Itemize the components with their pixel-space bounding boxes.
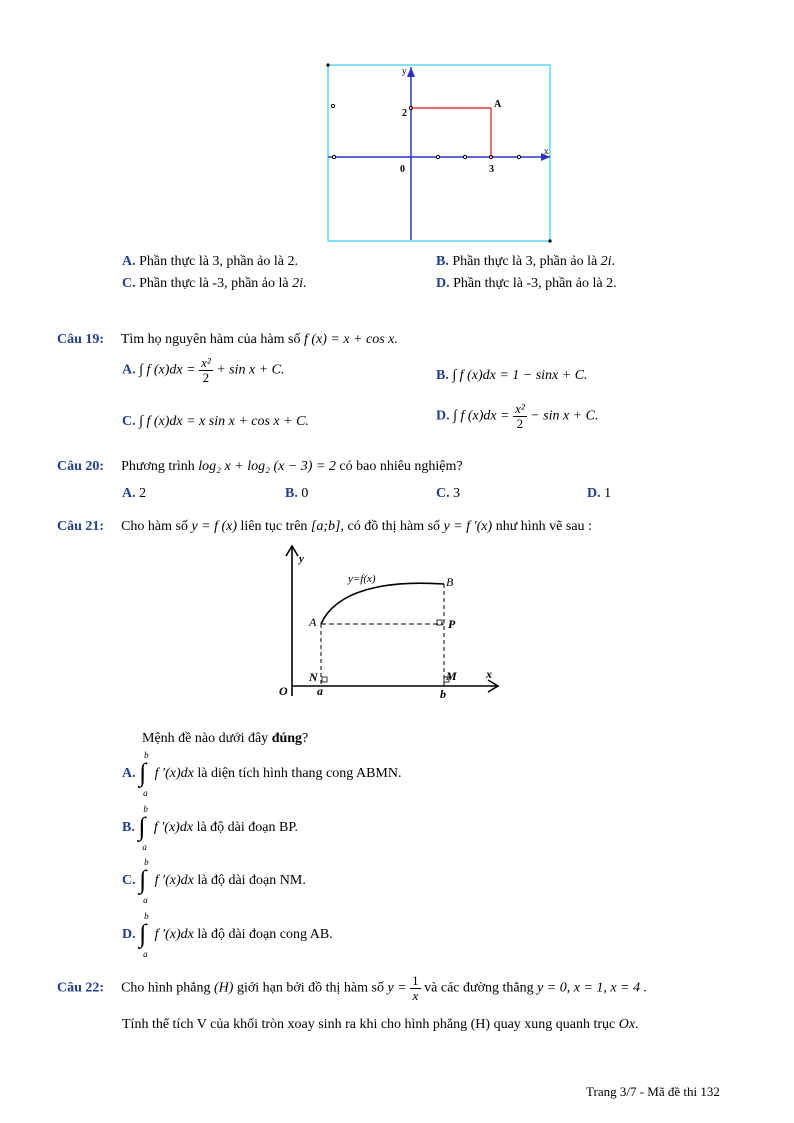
prompt-text: Mệnh đề nào dưới đây (142, 731, 269, 746)
option-rhs: + sin x + C. (216, 362, 285, 378)
q19-option-b[interactable] (436, 368, 588, 384)
q18-option-c[interactable] (122, 276, 307, 292)
graph2-point-b: B (446, 575, 454, 589)
question-region: (H) (214, 980, 234, 996)
question-text: , có đồ thị hàm số (340, 519, 441, 534)
option-punct: . (303, 276, 307, 291)
page-footer: Trang 3/7 - Mã đề thi 132 (586, 1084, 720, 1099)
question-equation: log₂ x + log₂ (x − 3) = 2 (198, 459, 336, 474)
q21-stem (57, 519, 592, 535)
question-text: Cho hình phẳng (121, 980, 211, 996)
q20-option-a[interactable] (122, 486, 146, 502)
option-punct: . (611, 254, 616, 269)
option-label: D. (436, 408, 450, 424)
graph2-point-a: A (309, 615, 317, 629)
graph1-origin: 0 (400, 164, 405, 175)
option-label: A. (122, 486, 136, 501)
frac-numerator: x² (201, 355, 211, 370)
prompt-bold: đúng (271, 731, 303, 746)
q21-prompt (142, 731, 308, 747)
graph2-point-n: N (309, 670, 318, 684)
question-func: y = f (x) (191, 519, 238, 534)
q19-option-d[interactable] (436, 402, 599, 431)
integrand: f ′(x)dx (153, 820, 194, 836)
q21-option-c[interactable] (122, 857, 306, 905)
graph1-x-label: x (544, 146, 549, 156)
frac-numerator: x² (515, 401, 525, 416)
option-label: A. (122, 766, 136, 782)
integrand: f ′(x)dx (154, 927, 194, 943)
q18-option-b[interactable] (436, 254, 615, 270)
integral-sign: b ∫ a (139, 911, 149, 959)
q22-stem (57, 974, 647, 1003)
question-punct: . (635, 1017, 639, 1032)
graph2-point-m: M (446, 669, 457, 683)
option-lhs: ∫ f (x)dx = (139, 362, 196, 378)
option-text: 2 (139, 486, 147, 501)
graph2-y-label: y (299, 553, 304, 565)
q21-option-d[interactable] (122, 911, 333, 959)
question-lines: y = 0, x = 1, x = 4 . (537, 980, 648, 996)
option-label: D. (436, 276, 450, 291)
option-label: C. (436, 486, 450, 501)
graph2-a-label: a (317, 684, 323, 698)
q20-option-d[interactable] (587, 486, 611, 502)
graph2-origin: O (279, 684, 288, 698)
option-lhs: ∫ f (x)dx = (453, 408, 510, 424)
option-label: C. (122, 414, 136, 429)
q18-option-d[interactable] (436, 276, 617, 292)
option-math: 2i (600, 254, 612, 269)
option-math: 2i (292, 276, 304, 291)
option-punct: . (613, 276, 617, 291)
integral-sign: b ∫ a (139, 750, 149, 798)
prompt-post: ? (302, 731, 309, 746)
option-text: Phần thực là -3, phần ảo là (453, 276, 603, 291)
option-label: C. (122, 276, 136, 291)
option-text: Phần thực là -3, phần ảo là (139, 276, 289, 291)
question-text: Tính thể tích V của khối tròn xoay sinh ra khi cho hình phẳng (H) quay xung quanh trục (122, 1017, 616, 1032)
frac-denominator: 2 (202, 370, 210, 385)
option-math: 2 (606, 276, 614, 291)
integral-sign: b ∫ a (139, 857, 149, 905)
q20-option-c[interactable] (436, 486, 460, 502)
option-text: là độ dài đoạn BP. (196, 820, 299, 836)
option-label: B. (436, 254, 449, 269)
option-text: 3 (453, 486, 461, 501)
question-number: Câu 22: (57, 980, 105, 996)
q19-option-c[interactable] (122, 414, 309, 430)
integrand: f ′(x)dx (154, 873, 194, 889)
option-rhs: − sin x + C. (530, 408, 599, 424)
complex-point-graph (326, 62, 556, 244)
derivative-graph (276, 540, 506, 700)
graph1-point-a: A (494, 99, 502, 110)
question-axis: Ox (618, 1017, 636, 1032)
q21-option-b[interactable] (122, 804, 299, 852)
frac-denominator: x (412, 988, 419, 1003)
question-text: và các đường thẳng (424, 980, 534, 996)
option-text: Phần thực là 3, phần ảo là 2. (139, 254, 298, 269)
question-text-post: có bao nhiêu nghiệm? (339, 459, 463, 474)
question-text: liên tục trên (240, 519, 308, 534)
option-expr: ∫ f (x)dx = 1 − sinx + C. (452, 368, 588, 383)
question-number: Câu 21: (57, 519, 105, 534)
question-text: giới hạn bởi đồ thị hàm số (236, 980, 384, 996)
graph2-curve-label: y=f(x) (348, 573, 376, 585)
graph1-x-tick: 3 (489, 164, 494, 175)
option-text: 0 (301, 486, 309, 501)
integrand: f ′(x)dx (154, 766, 194, 782)
question-derivative: y = f ′(x) (443, 519, 493, 534)
graph2-b-label: b (440, 687, 446, 700)
question-text: Phương trình (121, 459, 195, 474)
option-label: B. (122, 820, 135, 836)
q21-option-a[interactable] (122, 750, 402, 798)
question-text: như hình vẽ sau : (495, 519, 592, 534)
option-text: là độ dài đoạn NM. (197, 873, 306, 889)
q20-stem (57, 459, 463, 475)
option-label: A. (122, 254, 136, 269)
q20-option-b[interactable] (285, 486, 308, 502)
frac-denominator: 2 (516, 416, 524, 431)
option-label: A. (122, 362, 136, 378)
option-text: là diện tích hình thang cong ABMN. (197, 766, 402, 782)
question-interval: [a;b] (310, 519, 341, 534)
option-text: 1 (604, 486, 612, 501)
graph1-y-label: y (402, 66, 407, 76)
question-y: y = (387, 980, 407, 996)
graph2-x-label: x (486, 667, 492, 681)
graph2-point-p: P (448, 617, 456, 631)
option-expr: ∫ f (x)dx = x sin x + cos x + C. (139, 414, 309, 429)
q18-option-a[interactable] (122, 254, 298, 270)
q22-line2 (122, 1017, 639, 1033)
option-label: C. (122, 873, 136, 889)
option-label: D. (587, 486, 601, 501)
question-text: Tìm họ nguyên hàm của hàm số (120, 332, 301, 347)
option-text: là độ dài đoạn cong AB. (197, 927, 333, 943)
question-number: Câu 19: (57, 332, 105, 347)
question-number: Câu 20: (57, 459, 105, 474)
q19-stem (57, 332, 398, 348)
integral-sign: b ∫ a (138, 804, 148, 852)
question-text: Cho hàm số (121, 519, 188, 534)
graph1-y-tick: 2 (402, 108, 407, 119)
q19-option-a[interactable] (122, 356, 285, 385)
option-label: D. (122, 927, 136, 943)
frac-numerator: 1 (412, 973, 419, 988)
option-text: Phần thực là 3, phần ảo là (452, 254, 598, 269)
option-label: B. (285, 486, 298, 501)
question-func: f (x) = x + cos x. (303, 332, 398, 347)
option-label: B. (436, 368, 449, 383)
